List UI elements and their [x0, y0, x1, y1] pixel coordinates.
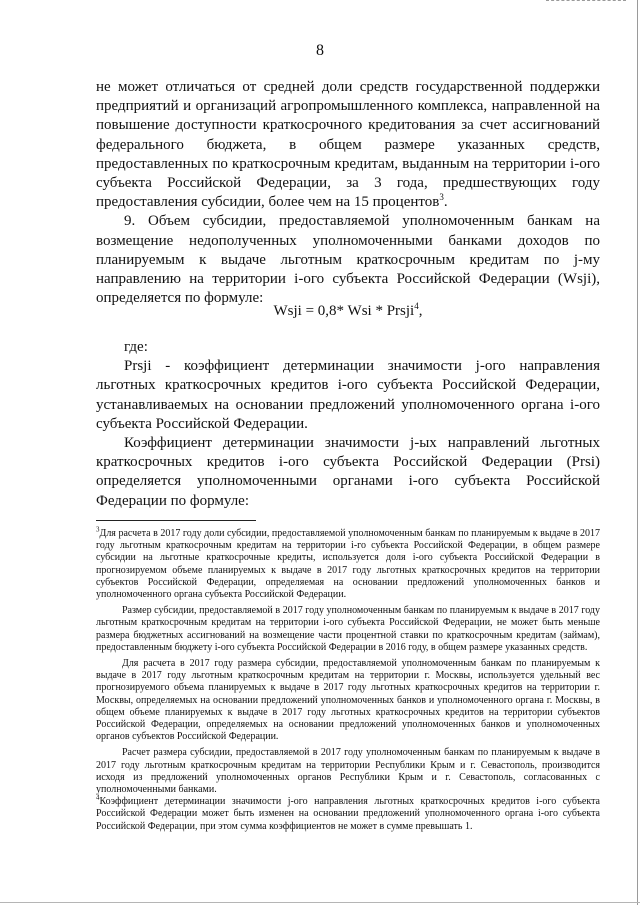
paragraph-prsji-definition: Prsji - коэффициент детерминации значимости j-ого направления льготных краткосрочных кредитов i-ого субъекта Российской Федерации, устанавливаемых на основании предложений уполномоченного органа i-ого субъекта Российской Федерации.	[96, 358, 600, 432]
where-label: где:	[124, 339, 148, 355]
paragraph-9: 9. Объем субсидии, предоставляемой уполномоченным банкам на возмещение недополученных уполномоченными банками доходов по планируемым к выдаче льготным краткосрочным кредитам по j-му направлению на территории i-ого субъекта Российской Федерации (Wsji), определяется по формуле:	[96, 213, 600, 307]
main-text-lower	[96, 338, 600, 511]
footnote-3-mark: 3	[96, 525, 100, 534]
formula-text: Wsji = 0,8* Wsi * Prsji	[273, 303, 415, 319]
footnote-3-para-1	[96, 525, 600, 601]
footnote-4-mark: 4	[96, 793, 100, 802]
scan-top-marks	[546, 0, 626, 4]
paragraph-continuation	[96, 78, 600, 212]
footnote-3-para-3: Для расчета в 2017 году размера субсидии, предоставляемой уполномоченным банкам по планируемым к выдаче в 2017 году льготным краткосрочным кредитам на территории г. Москвы, используется удельный вес прогнозируемого объема планируемых к выдаче в 2017 году льготных краткосрочных кредитов на территории г. Москвы, определяемых на основании предложений уполномоченных банков и уполномоченного органа г. Москвы, в общем объеме планируемых к выдаче в 2017 году льготных краткосрочных кредитов на территории субъектов Российской Федерации, определяемых на основании предложений уполномоченных банков и уполномоченных органов субъектов Российской Федерации.	[96, 658, 600, 743]
footnote-separator	[96, 520, 256, 521]
scan-right-edge	[637, 0, 638, 905]
paragraph-1-end: .	[443, 194, 448, 211]
paragraph-1-text: не может отличаться от средней доли средств государственной поддержки предприятий и организаций агропромышленного комплекса, направленной на повышение доступности краткосрочного кредитования за счет ассигнований федерального бюджета, в общем размере указанных средств, предоставленных по краткосрочным кредитам, выданным на территории i-ого субъекта Российской Федерации, за 3 года, предшествующих году предоставления субсидии, более чем на 15 процентов	[96, 79, 600, 211]
footnotes	[96, 525, 600, 833]
footnote-3-para-1-text: Для расчета в 2017 году доли субсидии, предоставляемой уполномоченным банкам по планируемым к выдаче в 2017 году льготным краткосрочным кредитам на территории i-го субъекта Российской Федерации, в общем размере субсидии на льготные краткосрочные кредиты, используется доля i-ого субъекта Российской Федерации в прогнозируемом объеме планируемых к выдаче в 2017 году льготных краткосрочных кредитов на территории субъектов Российской Федерации, определяемая на основании предложений уполномоченных банков и уполномоченного органа субъекта Российской Федерации.	[96, 528, 600, 601]
page-number: 8	[316, 42, 324, 59]
paragraph-coefficient: Коэффициент детерминации значимости j-ых направлений льготных краткосрочных кредитов i-ого субъекта Российской Федерации (Prsi) определяется уполномоченными органами i-ого субъекта Российской Федерации по формуле:	[96, 435, 600, 509]
formula-wsji	[96, 301, 600, 320]
footnote-ref-3[interactable]: 3	[439, 192, 444, 203]
footnote-3-para-4: Расчет размера субсидии, предоставляемой в 2017 году уполномоченным банкам по планируемым к выдаче в 2017 году льготным краткосрочным кредитам на территории Республики Крым и г. Севастополь, производится исходя из предложений уполномоченных органов Республики Крым и г. Севастополь, согласованных с уполномоченными банками.	[96, 747, 600, 796]
scan-bottom-edge	[0, 902, 640, 903]
footnote-3-para-2: Размер субсидии, предоставляемой в 2017 году уполномоченным банкам по планируемым к выдаче в 2017 году льготным краткосрочным кредитам на территории i-ого субъекта Российской Федерации, не может быть меньше размера бюджетных ассигнований на возмещение части процентной ставки по краткосрочным кредитам (займам), предоставленным бюджету i-ого субъекта Российской Федерации в 2016 году, в общем размере указанных средств.	[96, 605, 600, 653]
footnote-4-text: Коэффициент детерминации значимости j-ого направления льготных краткосрочных кредитов i-ого субъекта Российской Федерации может быть изменен на основании предложений уполномоченного органа i-ого субъекта Российской Федерации, при этом сумма коэффициентов не может в сумме превышать 1.	[96, 796, 600, 832]
formula-end: ,	[418, 303, 423, 319]
main-text-upper	[96, 78, 600, 308]
footnote-ref-4[interactable]: 4	[414, 301, 419, 311]
footnote-4	[96, 793, 600, 833]
